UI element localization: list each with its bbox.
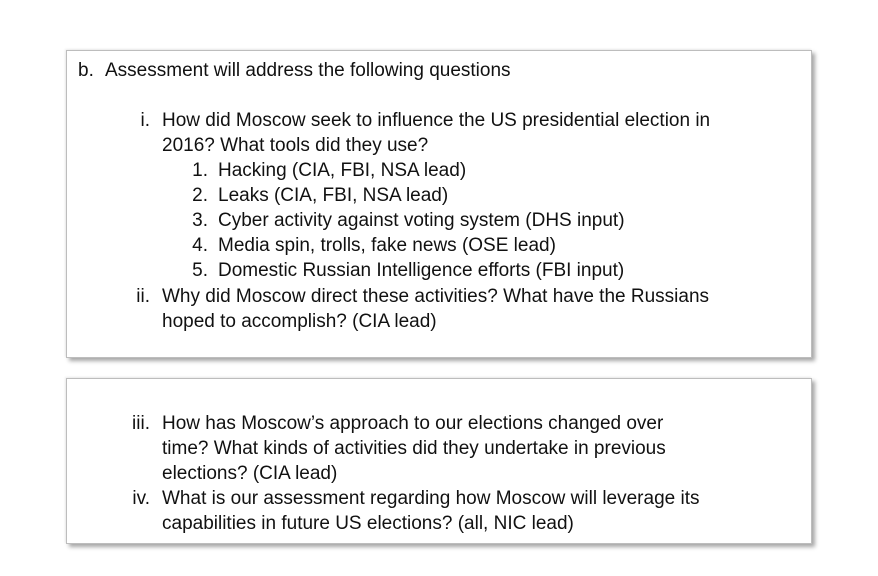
subitem-marker-3: 3.: [192, 210, 208, 231]
question-marker-ii: ii.: [136, 286, 150, 307]
question-marker-iii: iii.: [132, 413, 150, 434]
subitem-text-1: Hacking (CIA, FBI, NSA lead): [218, 160, 467, 181]
question-iii-line-3: elections? (CIA lead): [162, 463, 338, 484]
question-i-line-2: 2016? What tools did they use?: [162, 135, 429, 156]
section-marker: b.: [78, 60, 94, 81]
subitem-text-3: Cyber activity against voting system (DHS input): [218, 210, 625, 231]
question-ii-line-1: Why did Moscow direct these activities? What have the Russians: [162, 286, 710, 307]
section-heading: Assessment will address the following questions: [105, 60, 511, 81]
question-i-line-1: How did Moscow seek to influence the US presidential election in: [162, 110, 711, 131]
subitem-text-5: Domestic Russian Intelligence efforts (FBI input): [218, 260, 625, 281]
subitem-text-2: Leaks (CIA, FBI, NSA lead): [218, 185, 449, 206]
subitem-marker-5: 5.: [192, 260, 208, 281]
question-marker-i: i.: [140, 110, 150, 131]
question-iv-line-1: What is our assessment regarding how Moscow will leverage its: [162, 488, 700, 509]
subitem-marker-2: 2.: [192, 185, 208, 206]
question-iii-line-1: How has Moscow’s approach to our elections changed over: [162, 413, 664, 434]
subitem-marker-4: 4.: [192, 235, 208, 256]
subitem-text-4: Media spin, trolls, fake news (OSE lead): [218, 235, 556, 256]
question-iv-line-2: capabilities in future US elections? (all, NIC lead): [162, 513, 574, 534]
question-iii-line-2: time? What kinds of activities did they undertake in previous: [162, 438, 666, 459]
question-marker-iv: iv.: [132, 488, 150, 509]
subitem-marker-1: 1.: [192, 160, 208, 181]
question-ii-line-2: hoped to accomplish? (CIA lead): [162, 311, 437, 332]
